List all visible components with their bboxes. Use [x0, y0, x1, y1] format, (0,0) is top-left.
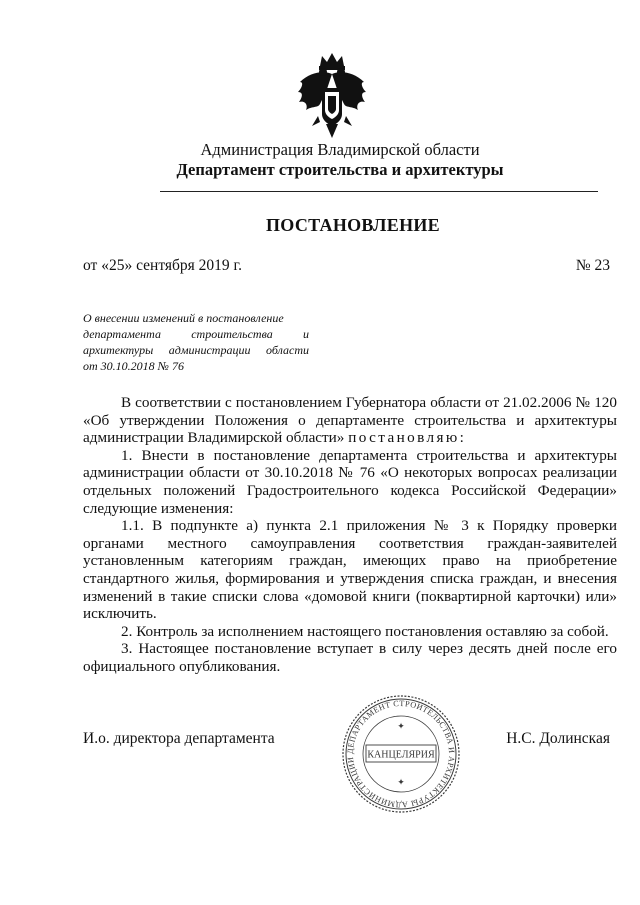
svg-text:✦: ✦: [397, 721, 405, 731]
resolve-word: постановляю:: [348, 429, 467, 447]
subject-line: от 30.10.2018 № 76: [83, 359, 184, 373]
signatory-position: И.о. директора департамента: [83, 730, 275, 747]
document-number: № 23: [575, 257, 610, 274]
preamble-paragraph: [83, 394, 617, 447]
document-date: от «25» сентября 2019 г.: [83, 257, 243, 274]
subject-line: О внесении изменений в постановление: [83, 311, 284, 325]
department-name: Департамент строительства и архитектуры: [176, 160, 504, 179]
item-3: 3. Настоящее постановление вступает в силу через десять дней после его официального опубликования.: [83, 640, 617, 675]
item-2: 2. Контроль за исполнением настоящего постановления оставляю за собой.: [121, 622, 609, 640]
item-1-1: 1.1. В подпункте а) пункта 2.1 приложения № 3 к Порядку проверки органами местного самоуправления соответствия граждан-заявителей установленным категориям граждан, имеющих право на приобретение стандартного жилья, формирования и утверждения списка граждан, и внесения изменений в такие списки слова «домовой книги (поквартирной карточки) или» исключить.: [83, 517, 617, 623]
signatory-name: Н.С. Долинская: [506, 730, 610, 747]
office-stamp: [340, 693, 462, 815]
organization-name: Администрация Владимирской области: [200, 140, 480, 159]
header-divider: [160, 191, 598, 192]
item-1: 1. Внести в постановление департамента строительства и архитектуры администрации области от 30.10.2018 № 76 «О некоторых вопросах реализации отдельных положений Градостроительного кодекса Российской Федерации» следующие изменения:: [83, 446, 617, 517]
subject-line: архитектуры администрации области: [83, 343, 309, 357]
preamble-text: В соответствии с постановлением Губернатора области от 21.02.2006 № 120 «Об утверждении Положения о департаменте строительства и архитектуры администрации Владимирской области»: [83, 394, 617, 447]
stamp-center-text: КАНЦЕЛЯРИЯ: [367, 749, 435, 761]
document-type-title: ПОСТАНОВЛЕНИЕ: [266, 215, 440, 235]
subject-line: департамента строительства и: [83, 327, 309, 341]
svg-text:✦: ✦: [397, 777, 405, 787]
document-subject: [83, 310, 309, 374]
coat-of-arms-icon: [296, 52, 368, 138]
stamp-outer-text: ДЕПАРТАМЕНТ СТРОИТЕЛЬСТВА И АРХИТЕКТУРЫ АДМИНИСТРАЦИИ: [345, 698, 457, 810]
document-body: [83, 394, 617, 676]
